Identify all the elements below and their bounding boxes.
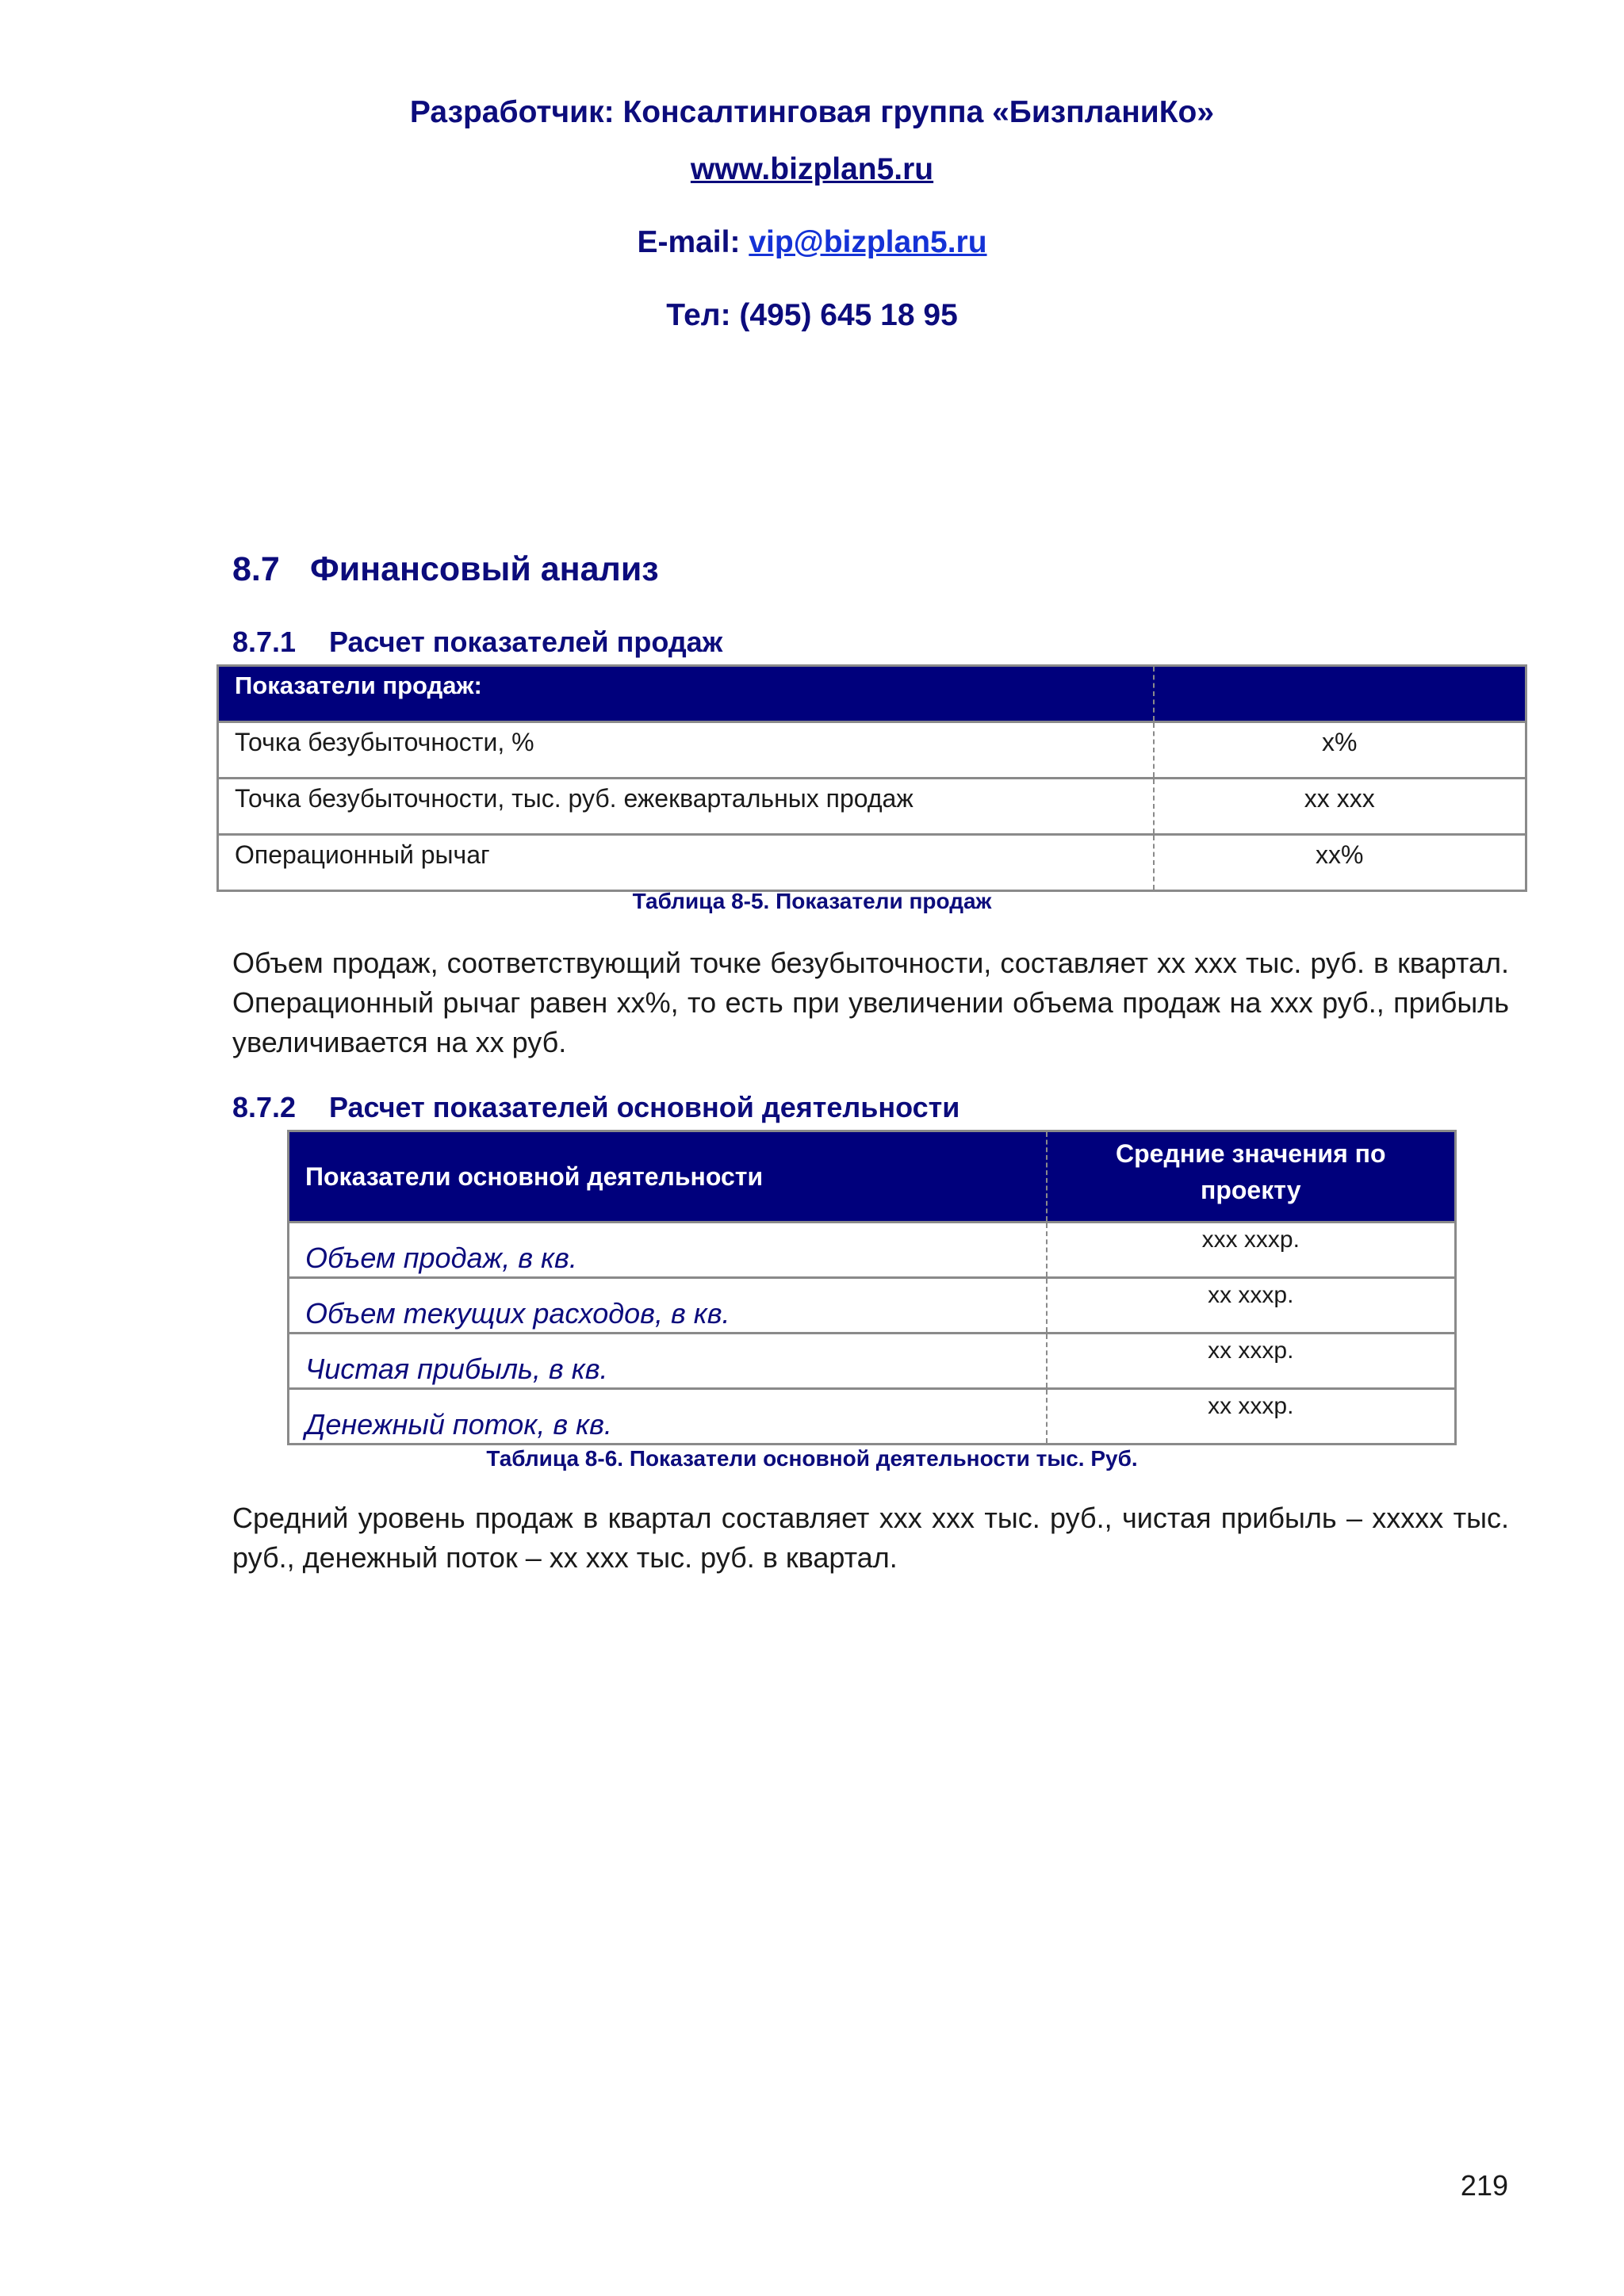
row-value: xx xxxр. [1047, 1389, 1456, 1445]
table-header-cell [1154, 666, 1526, 722]
section-title: Финансовый анализ [310, 550, 659, 588]
sales-indicators-table [216, 664, 1527, 892]
table-header-cell: Показатели продаж: [218, 666, 1154, 722]
subsection-title: Расчет показателей основной деятельности [329, 1091, 960, 1123]
table-row [218, 835, 1526, 891]
developer-heading: Разработчик: Консалтинговая группа «БизпланиКо» [409, 95, 1215, 129]
section-number: 8.7 [232, 550, 280, 588]
table-header-row [218, 666, 1526, 722]
table-row [289, 1278, 1456, 1334]
row-label: Точка безубыточности, тыс. руб. ежеквартальных продаж [218, 779, 1154, 835]
row-label: Денежный поток, в кв. [289, 1389, 1047, 1445]
section-heading [232, 550, 659, 589]
row-value: x% [1154, 722, 1526, 779]
operating-indicators-table [287, 1130, 1457, 1445]
subsection-heading-sales [232, 626, 722, 659]
subsection-title: Расчет показателей продаж [329, 626, 723, 658]
table-row [218, 779, 1526, 835]
email-label: E-mail: [637, 225, 749, 259]
row-label: Чистая прибыль, в кв. [289, 1334, 1047, 1389]
table-row [289, 1223, 1456, 1278]
email-link[interactable]: vip@bizplan5.ru [749, 225, 987, 259]
row-label: Объем продаж, в кв. [289, 1223, 1047, 1278]
row-value: xx% [1154, 835, 1526, 891]
page-number: 219 [1460, 2169, 1508, 2202]
row-label: Объем текущих расходов, в кв. [289, 1278, 1047, 1334]
subsection-number: 8.7.2 [232, 1091, 297, 1123]
table-header-row [289, 1131, 1456, 1223]
table-caption: Таблица 8-5. Показатели продаж [632, 889, 992, 913]
phone-line: Тел: (495) 645 18 95 [666, 298, 958, 332]
table-row [289, 1334, 1456, 1389]
table-row [289, 1389, 1456, 1445]
table-row [218, 722, 1526, 779]
paragraph: Объем продаж, соответствующий точке безубыточности, составляет xx xxx тыс. руб. в квартал. Операционный рычаг равен xx%, то есть при увеличении объема продаж на xxx руб., прибыль увеличивается на xx руб. [232, 947, 1509, 1058]
website-link[interactable]: www.bizplan5.ru [690, 152, 934, 186]
table-caption: Таблица 8-6. Показатели основной деятельности тыс. Руб. [486, 1446, 1138, 1471]
row-value: xx xxxр. [1047, 1334, 1456, 1389]
subsection-number: 8.7.1 [232, 626, 297, 658]
row-label: Точка безубыточности, % [218, 722, 1154, 779]
email-line [0, 225, 1624, 260]
table-header-cell: Средние значения по проекту [1047, 1131, 1456, 1223]
row-value: xx xxx [1154, 779, 1526, 835]
paragraph: Средний уровень продаж в квартал составляет xxx xxx тыс. руб., чистая прибыль – xxxxx тыс. руб., денежный поток – xx xxx тыс. руб. в квартал. [232, 1502, 1509, 1574]
table-header-cell: Показатели основной деятельности [289, 1131, 1047, 1223]
subsection-heading-operations [232, 1091, 959, 1124]
website-line [0, 152, 1624, 187]
row-label: Операционный рычаг [218, 835, 1154, 891]
row-value: xxx xxxр. [1047, 1223, 1456, 1278]
row-value: xx xxxр. [1047, 1278, 1456, 1334]
